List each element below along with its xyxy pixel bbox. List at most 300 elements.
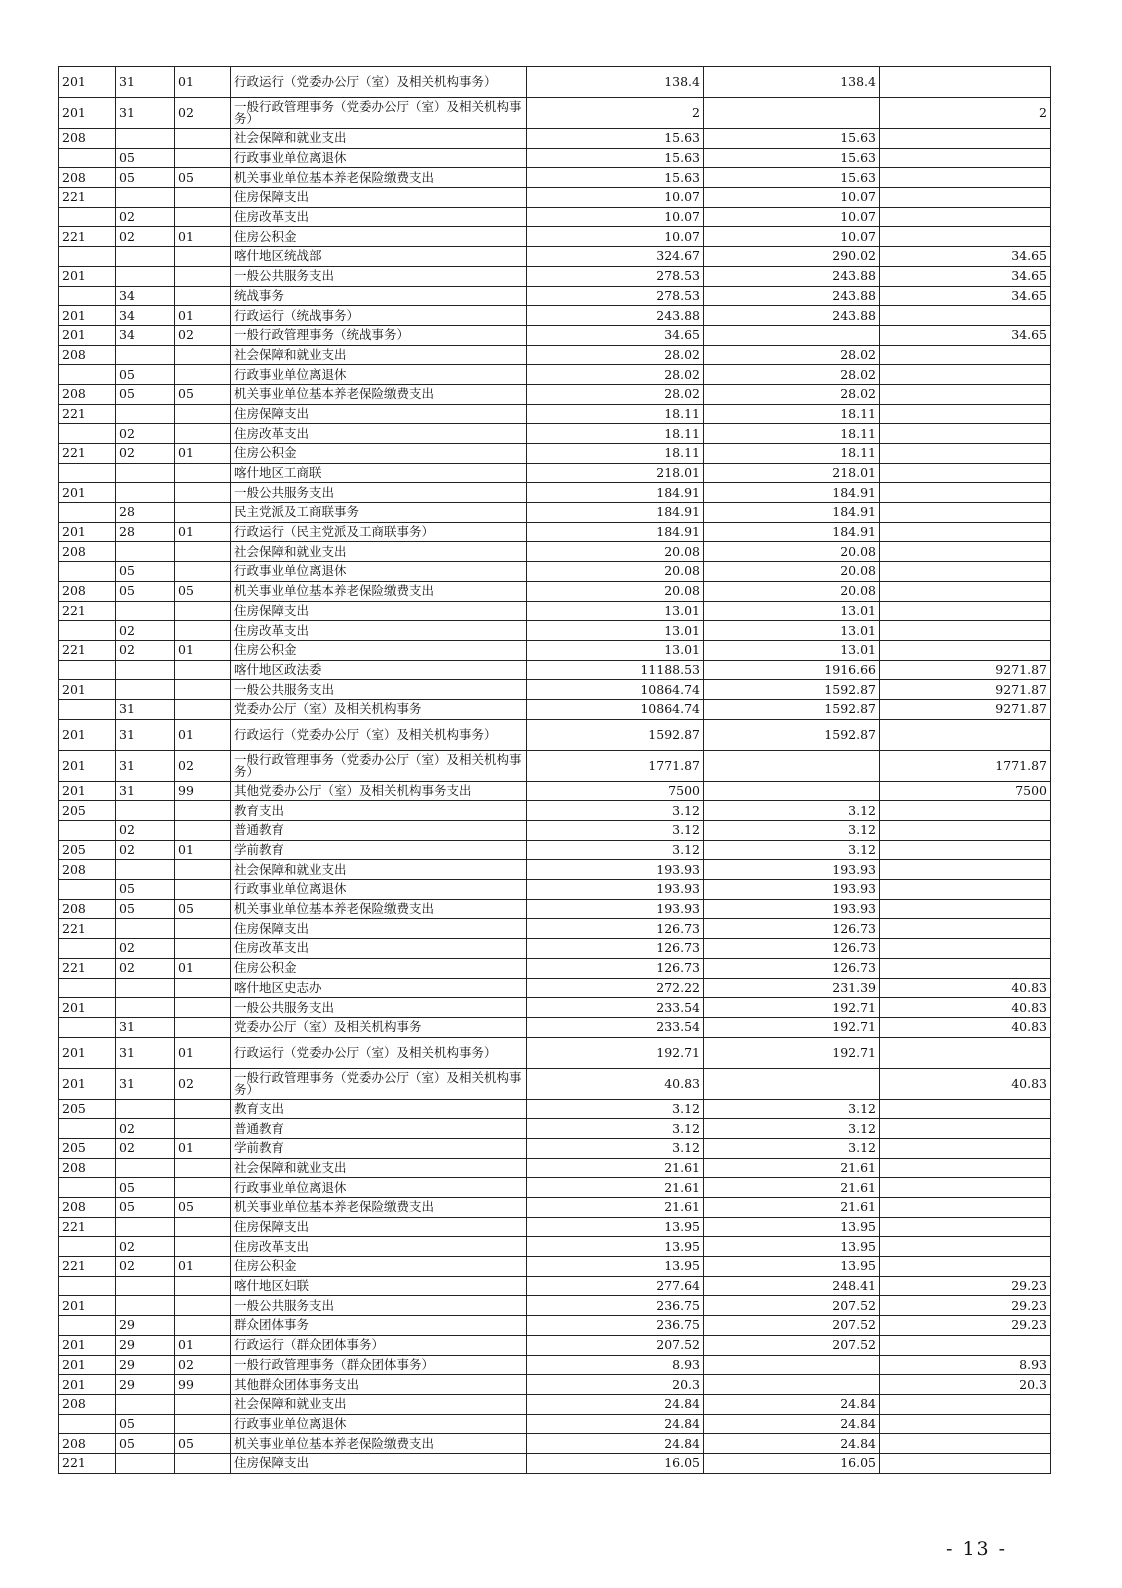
basic-expenditure-cell: 13.01 [704,621,880,641]
class-code-cell: 208 [59,860,116,880]
table-row [59,404,1051,424]
table-row [59,286,1051,306]
project-expenditure-cell [880,148,1051,168]
project-expenditure-cell [880,384,1051,404]
item-code-cell [116,542,175,562]
basic-expenditure-cell: 184.91 [704,483,880,503]
class-code-cell: 201 [59,750,116,781]
class-code-cell: 201 [59,998,116,1018]
subject-name-cell: 一般公共服务支出 [231,483,527,503]
total-amount-cell: 236.75 [527,1296,704,1316]
subject-name-cell: 行政事业单位离退休 [231,1414,527,1434]
basic-expenditure-cell: 28.02 [704,365,880,385]
total-amount-cell: 40.83 [527,1068,704,1099]
subject-name-cell: 机关事业单位基本养老保险缴费支出 [231,384,527,404]
total-amount-cell: 184.91 [527,503,704,523]
class-code-cell: 221 [59,404,116,424]
subitem-code-cell [175,880,231,900]
total-amount-cell: 34.65 [527,325,704,345]
class-code-cell: 221 [59,1453,116,1473]
subject-name-cell: 行政事业单位离退休 [231,365,527,385]
total-amount-cell: 184.91 [527,522,704,542]
total-amount-cell: 272.22 [527,978,704,998]
item-code-cell [116,1394,175,1414]
class-code-cell: 201 [59,67,116,98]
subitem-code-cell [175,1099,231,1119]
total-amount-cell: 13.01 [527,621,704,641]
project-expenditure-cell: 34.65 [880,286,1051,306]
total-amount-cell: 10864.74 [527,699,704,719]
project-expenditure-cell [880,542,1051,562]
subject-name-cell: 社会保障和就业支出 [231,129,527,149]
subitem-code-cell [175,562,231,582]
item-code-cell [116,404,175,424]
class-code-cell: 208 [59,581,116,601]
table-row [59,719,1051,750]
subject-name-cell: 党委办公厅（室）及相关机构事务 [231,1017,527,1037]
subitem-code-cell [175,601,231,621]
basic-expenditure-cell: 24.84 [704,1394,880,1414]
total-amount-cell: 20.08 [527,562,704,582]
subitem-code-cell [175,483,231,503]
total-amount-cell: 20.08 [527,581,704,601]
subitem-code-cell: 05 [175,168,231,188]
item-code-cell: 02 [116,640,175,660]
basic-expenditure-cell: 21.61 [704,1178,880,1198]
subitem-code-cell: 05 [175,581,231,601]
basic-expenditure-cell [704,1375,880,1395]
subject-name-cell: 行政运行（党委办公厅（室）及相关机构事务） [231,719,527,750]
total-amount-cell: 15.63 [527,168,704,188]
table-row [59,1158,1051,1178]
project-expenditure-cell [880,188,1051,208]
basic-expenditure-cell: 28.02 [704,345,880,365]
subitem-code-cell [175,1017,231,1037]
subitem-code-cell [175,621,231,641]
basic-expenditure-cell: 16.05 [704,1453,880,1473]
class-code-cell [59,503,116,523]
subject-name-cell: 一般公共服务支出 [231,266,527,286]
subitem-code-cell [175,207,231,227]
class-code-cell: 208 [59,168,116,188]
basic-expenditure-cell: 207.52 [704,1316,880,1336]
basic-expenditure-cell: 10.07 [704,207,880,227]
class-code-cell: 201 [59,719,116,750]
class-code-cell [59,1119,116,1139]
class-code-cell [59,1276,116,1296]
subitem-code-cell [175,660,231,680]
project-expenditure-cell [880,562,1051,582]
item-code-cell: 05 [116,384,175,404]
subject-name-cell: 住房公积金 [231,640,527,660]
subitem-code-cell [175,860,231,880]
project-expenditure-cell [880,1158,1051,1178]
subitem-code-cell [175,129,231,149]
class-code-cell [59,621,116,641]
total-amount-cell: 1592.87 [527,719,704,750]
table-row [59,227,1051,247]
subject-name-cell: 住房保障支出 [231,601,527,621]
project-expenditure-cell [880,1237,1051,1257]
table-row [59,958,1051,978]
total-amount-cell: 20.3 [527,1375,704,1395]
basic-expenditure-cell: 1592.87 [704,680,880,700]
item-code-cell [116,483,175,503]
basic-expenditure-cell: 18.11 [704,424,880,444]
subject-name-cell: 喀什地区政法委 [231,660,527,680]
table-row [59,306,1051,326]
project-expenditure-cell [880,444,1051,464]
basic-expenditure-cell: 184.91 [704,503,880,523]
class-code-cell: 201 [59,1355,116,1375]
basic-expenditure-cell: 13.95 [704,1257,880,1277]
subject-name-cell: 住房保障支出 [231,404,527,424]
subject-name-cell: 社会保障和就业支出 [231,345,527,365]
basic-expenditure-cell: 231.39 [704,978,880,998]
total-amount-cell: 13.95 [527,1217,704,1237]
basic-expenditure-cell: 13.95 [704,1217,880,1237]
class-code-cell: 208 [59,542,116,562]
subject-name-cell: 一般行政管理事务（党委办公厅（室）及相关机构事务） [231,98,527,129]
total-amount-cell: 18.11 [527,404,704,424]
total-amount-cell: 21.61 [527,1178,704,1198]
table-row [59,188,1051,208]
class-code-cell [59,939,116,959]
subitem-code-cell [175,266,231,286]
project-expenditure-cell: 1771.87 [880,750,1051,781]
item-code-cell [116,978,175,998]
subitem-code-cell [175,148,231,168]
basic-expenditure-cell [704,781,880,801]
project-expenditure-cell: 9271.87 [880,660,1051,680]
subitem-code-cell [175,1394,231,1414]
table-row [59,98,1051,129]
item-code-cell: 05 [116,1198,175,1218]
item-code-cell: 29 [116,1355,175,1375]
item-code-cell: 29 [116,1335,175,1355]
total-amount-cell: 10.07 [527,227,704,247]
project-expenditure-cell [880,483,1051,503]
table-row [59,522,1051,542]
project-expenditure-cell: 8.93 [880,1355,1051,1375]
class-code-cell: 201 [59,306,116,326]
basic-expenditure-cell: 207.52 [704,1296,880,1316]
project-expenditure-cell [880,168,1051,188]
project-expenditure-cell [880,919,1051,939]
project-expenditure-cell [880,522,1051,542]
subitem-code-cell [175,1316,231,1336]
total-amount-cell: 24.84 [527,1434,704,1454]
project-expenditure-cell: 29.23 [880,1296,1051,1316]
item-code-cell: 02 [116,1119,175,1139]
table-row [59,1119,1051,1139]
table-row [59,601,1051,621]
project-expenditure-cell [880,503,1051,523]
basic-expenditure-cell: 1916.66 [704,660,880,680]
class-code-cell: 201 [59,781,116,801]
item-code-cell: 05 [116,148,175,168]
subject-name-cell: 住房保障支出 [231,1453,527,1473]
basic-expenditure-cell: 21.61 [704,1158,880,1178]
subitem-code-cell: 01 [175,840,231,860]
class-code-cell: 221 [59,601,116,621]
project-expenditure-cell: 40.83 [880,978,1051,998]
basic-expenditure-cell [704,1355,880,1375]
table-row [59,821,1051,841]
table-row [59,247,1051,267]
subject-name-cell: 喀什地区妇联 [231,1276,527,1296]
project-expenditure-cell [880,1178,1051,1198]
subject-name-cell: 一般行政管理事务（党委办公厅（室）及相关机构事务） [231,1068,527,1099]
total-amount-cell: 20.08 [527,542,704,562]
basic-expenditure-cell: 28.02 [704,384,880,404]
basic-expenditure-cell: 24.84 [704,1434,880,1454]
total-amount-cell: 193.93 [527,860,704,880]
total-amount-cell: 3.12 [527,840,704,860]
basic-expenditure-cell [704,1068,880,1099]
subject-name-cell: 住房公积金 [231,444,527,464]
total-amount-cell: 218.01 [527,463,704,483]
subitem-code-cell: 02 [175,1068,231,1099]
project-expenditure-cell [880,227,1051,247]
total-amount-cell: 3.12 [527,821,704,841]
item-code-cell: 34 [116,325,175,345]
class-code-cell [59,699,116,719]
total-amount-cell: 126.73 [527,958,704,978]
class-code-cell [59,148,116,168]
class-code-cell [59,247,116,267]
total-amount-cell: 192.71 [527,1037,704,1068]
item-code-cell: 34 [116,306,175,326]
subitem-code-cell: 01 [175,640,231,660]
total-amount-cell: 13.01 [527,601,704,621]
project-expenditure-cell [880,345,1051,365]
class-code-cell [59,424,116,444]
subject-name-cell: 一般行政管理事务（群众团体事务） [231,1355,527,1375]
subitem-code-cell: 01 [175,958,231,978]
table-row [59,1237,1051,1257]
total-amount-cell: 18.11 [527,444,704,464]
subitem-code-cell [175,542,231,562]
subject-name-cell: 行政运行（党委办公厅（室）及相关机构事务） [231,67,527,98]
class-code-cell [59,463,116,483]
table-row [59,148,1051,168]
class-code-cell: 205 [59,1138,116,1158]
subitem-code-cell: 05 [175,1198,231,1218]
table-row [59,680,1051,700]
subitem-code-cell [175,1237,231,1257]
project-expenditure-cell [880,821,1051,841]
total-amount-cell: 10864.74 [527,680,704,700]
total-amount-cell: 21.61 [527,1158,704,1178]
item-code-cell: 02 [116,227,175,247]
basic-expenditure-cell [704,325,880,345]
subject-name-cell: 机关事业单位基本养老保险缴费支出 [231,1434,527,1454]
item-code-cell: 29 [116,1375,175,1395]
basic-expenditure-cell: 18.11 [704,444,880,464]
total-amount-cell: 126.73 [527,919,704,939]
subitem-code-cell [175,1119,231,1139]
basic-expenditure-cell: 138.4 [704,67,880,98]
class-code-cell [59,1237,116,1257]
subject-name-cell: 行政运行（群众团体事务） [231,1335,527,1355]
table-row [59,840,1051,860]
item-code-cell: 31 [116,1017,175,1037]
class-code-cell: 201 [59,1068,116,1099]
item-code-cell: 31 [116,781,175,801]
project-expenditure-cell: 9271.87 [880,680,1051,700]
subitem-code-cell: 01 [175,1335,231,1355]
item-code-cell: 02 [116,444,175,464]
subitem-code-cell: 99 [175,1375,231,1395]
item-code-cell [116,1217,175,1237]
basic-expenditure-cell [704,750,880,781]
project-expenditure-cell [880,840,1051,860]
item-code-cell: 02 [116,958,175,978]
basic-expenditure-cell: 243.88 [704,266,880,286]
item-code-cell: 05 [116,1414,175,1434]
subitem-code-cell [175,998,231,1018]
subject-name-cell: 机关事业单位基本养老保险缴费支出 [231,168,527,188]
page-number: - 13 - [946,1538,1008,1560]
basic-expenditure-cell: 193.93 [704,880,880,900]
table-row [59,998,1051,1018]
item-code-cell [116,860,175,880]
project-expenditure-cell [880,1257,1051,1277]
project-expenditure-cell [880,1198,1051,1218]
project-expenditure-cell [880,899,1051,919]
item-code-cell: 05 [116,581,175,601]
class-code-cell: 221 [59,188,116,208]
basic-expenditure-cell: 15.63 [704,129,880,149]
item-code-cell: 28 [116,522,175,542]
basic-expenditure-cell: 24.84 [704,1414,880,1434]
class-code-cell [59,286,116,306]
total-amount-cell: 28.02 [527,384,704,404]
subject-name-cell: 喀什地区史志办 [231,978,527,998]
class-code-cell: 201 [59,1375,116,1395]
item-code-cell: 05 [116,168,175,188]
table-row [59,1178,1051,1198]
item-code-cell [116,998,175,1018]
class-code-cell: 208 [59,899,116,919]
subitem-code-cell: 01 [175,306,231,326]
table-row [59,699,1051,719]
subject-name-cell: 住房改革支出 [231,621,527,641]
total-amount-cell: 13.95 [527,1237,704,1257]
total-amount-cell: 13.01 [527,640,704,660]
project-expenditure-cell [880,129,1051,149]
basic-expenditure-cell: 218.01 [704,463,880,483]
item-code-cell: 31 [116,98,175,129]
basic-expenditure-cell: 20.08 [704,542,880,562]
table-row [59,581,1051,601]
table-row [59,1414,1051,1434]
total-amount-cell: 3.12 [527,1099,704,1119]
total-amount-cell: 3.12 [527,1138,704,1158]
project-expenditure-cell [880,719,1051,750]
subitem-code-cell: 01 [175,444,231,464]
project-expenditure-cell [880,1099,1051,1119]
subject-name-cell: 住房公积金 [231,1257,527,1277]
class-code-cell [59,365,116,385]
table-row [59,1017,1051,1037]
subject-name-cell: 普通教育 [231,821,527,841]
table-row [59,483,1051,503]
table-row [59,750,1051,781]
total-amount-cell: 24.84 [527,1394,704,1414]
subject-name-cell: 喀什地区统战部 [231,247,527,267]
item-code-cell: 02 [116,939,175,959]
item-code-cell: 02 [116,207,175,227]
class-code-cell: 201 [59,1335,116,1355]
total-amount-cell: 3.12 [527,1119,704,1139]
item-code-cell: 29 [116,1316,175,1336]
class-code-cell: 201 [59,325,116,345]
project-expenditure-cell [880,860,1051,880]
table-row [59,1453,1051,1473]
subject-name-cell: 住房保障支出 [231,1217,527,1237]
total-amount-cell: 243.88 [527,306,704,326]
subject-name-cell: 行政运行（统战事务） [231,306,527,326]
subitem-code-cell: 02 [175,98,231,129]
total-amount-cell: 1771.87 [527,750,704,781]
subject-name-cell: 一般公共服务支出 [231,998,527,1018]
project-expenditure-cell: 9271.87 [880,699,1051,719]
subject-name-cell: 普通教育 [231,1119,527,1139]
subject-name-cell: 其他党委办公厅（室）及相关机构事务支出 [231,781,527,801]
item-code-cell: 02 [116,821,175,841]
class-code-cell: 221 [59,227,116,247]
subject-name-cell: 统战事务 [231,286,527,306]
class-code-cell: 201 [59,522,116,542]
table-row [59,424,1051,444]
class-code-cell: 221 [59,1257,116,1277]
project-expenditure-cell [880,1119,1051,1139]
basic-expenditure-cell: 3.12 [704,1099,880,1119]
basic-expenditure-cell: 3.12 [704,821,880,841]
project-expenditure-cell: 20.3 [880,1375,1051,1395]
subject-name-cell: 学前教育 [231,840,527,860]
subject-name-cell: 机关事业单位基本养老保险缴费支出 [231,581,527,601]
basic-expenditure-cell: 10.07 [704,188,880,208]
project-expenditure-cell [880,1434,1051,1454]
subject-name-cell: 社会保障和就业支出 [231,860,527,880]
total-amount-cell: 126.73 [527,939,704,959]
basic-expenditure-cell: 13.95 [704,1237,880,1257]
project-expenditure-cell [880,601,1051,621]
subitem-code-cell [175,1158,231,1178]
subitem-code-cell: 01 [175,227,231,247]
subitem-code-cell [175,424,231,444]
item-code-cell: 05 [116,562,175,582]
item-code-cell: 31 [116,750,175,781]
total-amount-cell: 10.07 [527,188,704,208]
project-expenditure-cell: 40.83 [880,1068,1051,1099]
subject-name-cell: 社会保障和就业支出 [231,542,527,562]
project-expenditure-cell: 34.65 [880,325,1051,345]
subitem-code-cell: 05 [175,384,231,404]
item-code-cell [116,463,175,483]
subject-name-cell: 机关事业单位基本养老保险缴费支出 [231,899,527,919]
project-expenditure-cell: 34.65 [880,247,1051,267]
class-code-cell [59,660,116,680]
table-row [59,978,1051,998]
subitem-code-cell [175,801,231,821]
table-row [59,1068,1051,1099]
table-row [59,562,1051,582]
table-row [59,1394,1051,1414]
